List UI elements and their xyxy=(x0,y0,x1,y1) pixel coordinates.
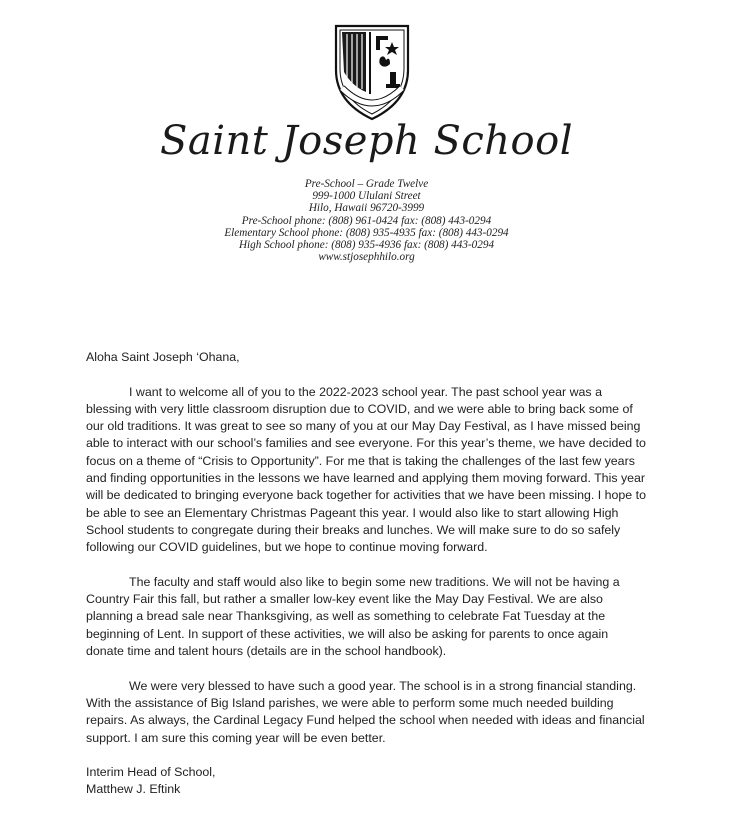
signature-title: Interim Head of School, xyxy=(86,765,216,780)
crest-tool xyxy=(386,72,400,88)
school-name-wordmark: Saint Joseph School xyxy=(159,118,573,164)
letter-greeting: Aloha Saint Joseph ‘Ohana, xyxy=(86,350,240,364)
grade-range: Pre-School – Grade Twelve xyxy=(304,178,429,190)
crest-lily xyxy=(379,56,390,66)
school-contact-block xyxy=(0,178,733,263)
website-url[interactable]: www.stjosephhilo.org xyxy=(318,251,415,264)
school-crest-logo xyxy=(330,22,414,122)
preschool-phone: Pre-School phone: (808) 961-0424 fax: (808) 443-0294 xyxy=(241,214,492,227)
highschool-phone: High School phone: (808) 935-4936 fax: (808) 443-0294 xyxy=(238,239,495,252)
letter-paragraph-traditions: The faculty and staff would also like to begin some new traditions. We will not be having a Country Fair this fall, but rather a smaller low-key event like the May Day Festival. We are also planning a bread sale near Thanksgiving, as well as something to celebrate Fat Tuesday at the beginning of Lent. In support of these activities, we will also be asking for parents to once again donate time and talent hours (details are in the school handbook). xyxy=(86,574,620,659)
letter-body xyxy=(86,349,648,799)
elementary-phone: Elementary School phone: (808) 935-4935 fax: (808) 443-0294 xyxy=(224,226,509,239)
street-address: 999-1000 Ululani Street xyxy=(312,190,421,203)
signature-name: Matthew J. Eftink xyxy=(86,782,181,797)
crest-star xyxy=(385,42,399,55)
letter-paragraph-welcome: I want to welcome all of you to the 2022-2023 school year. The past school year was a blessing with very little classroom disruption due to COVID, and we were able to bring back some of our old traditions. It was great to see so many of you at our May Day Festival, as I have missed being able to interact with our school’s families and see everyone. For this year’s theme, we have decided to focus on a theme of “Crisis to Opportunity”. For me that is taking the challenges of the last few years and finding opportunities in the lessons we have learned and applying them moving forward. This year will be dedicated to bringing everyone back together for activities that we have been missing. I hope to be able to see an Elementary Christmas Pageant this year. I would also like to start allowing High School students to congregate during their breaks and lunches. We will make sure to do so safely following our COVID guidelines, but we hope to continue moving forward. xyxy=(86,384,646,555)
letter-paragraph-blessed-year: We were very blessed to have such a good year. The school is in a strong financial standing. With the assistance of Big Island parishes, we were able to perform some much needed building repairs. As always, the Cardinal Legacy Fund helped the school when needed with ideas and financial support. I am sure this coming year will be even better. xyxy=(86,678,645,745)
city-state-zip: Hilo, Hawaii 96720-3999 xyxy=(308,202,425,215)
